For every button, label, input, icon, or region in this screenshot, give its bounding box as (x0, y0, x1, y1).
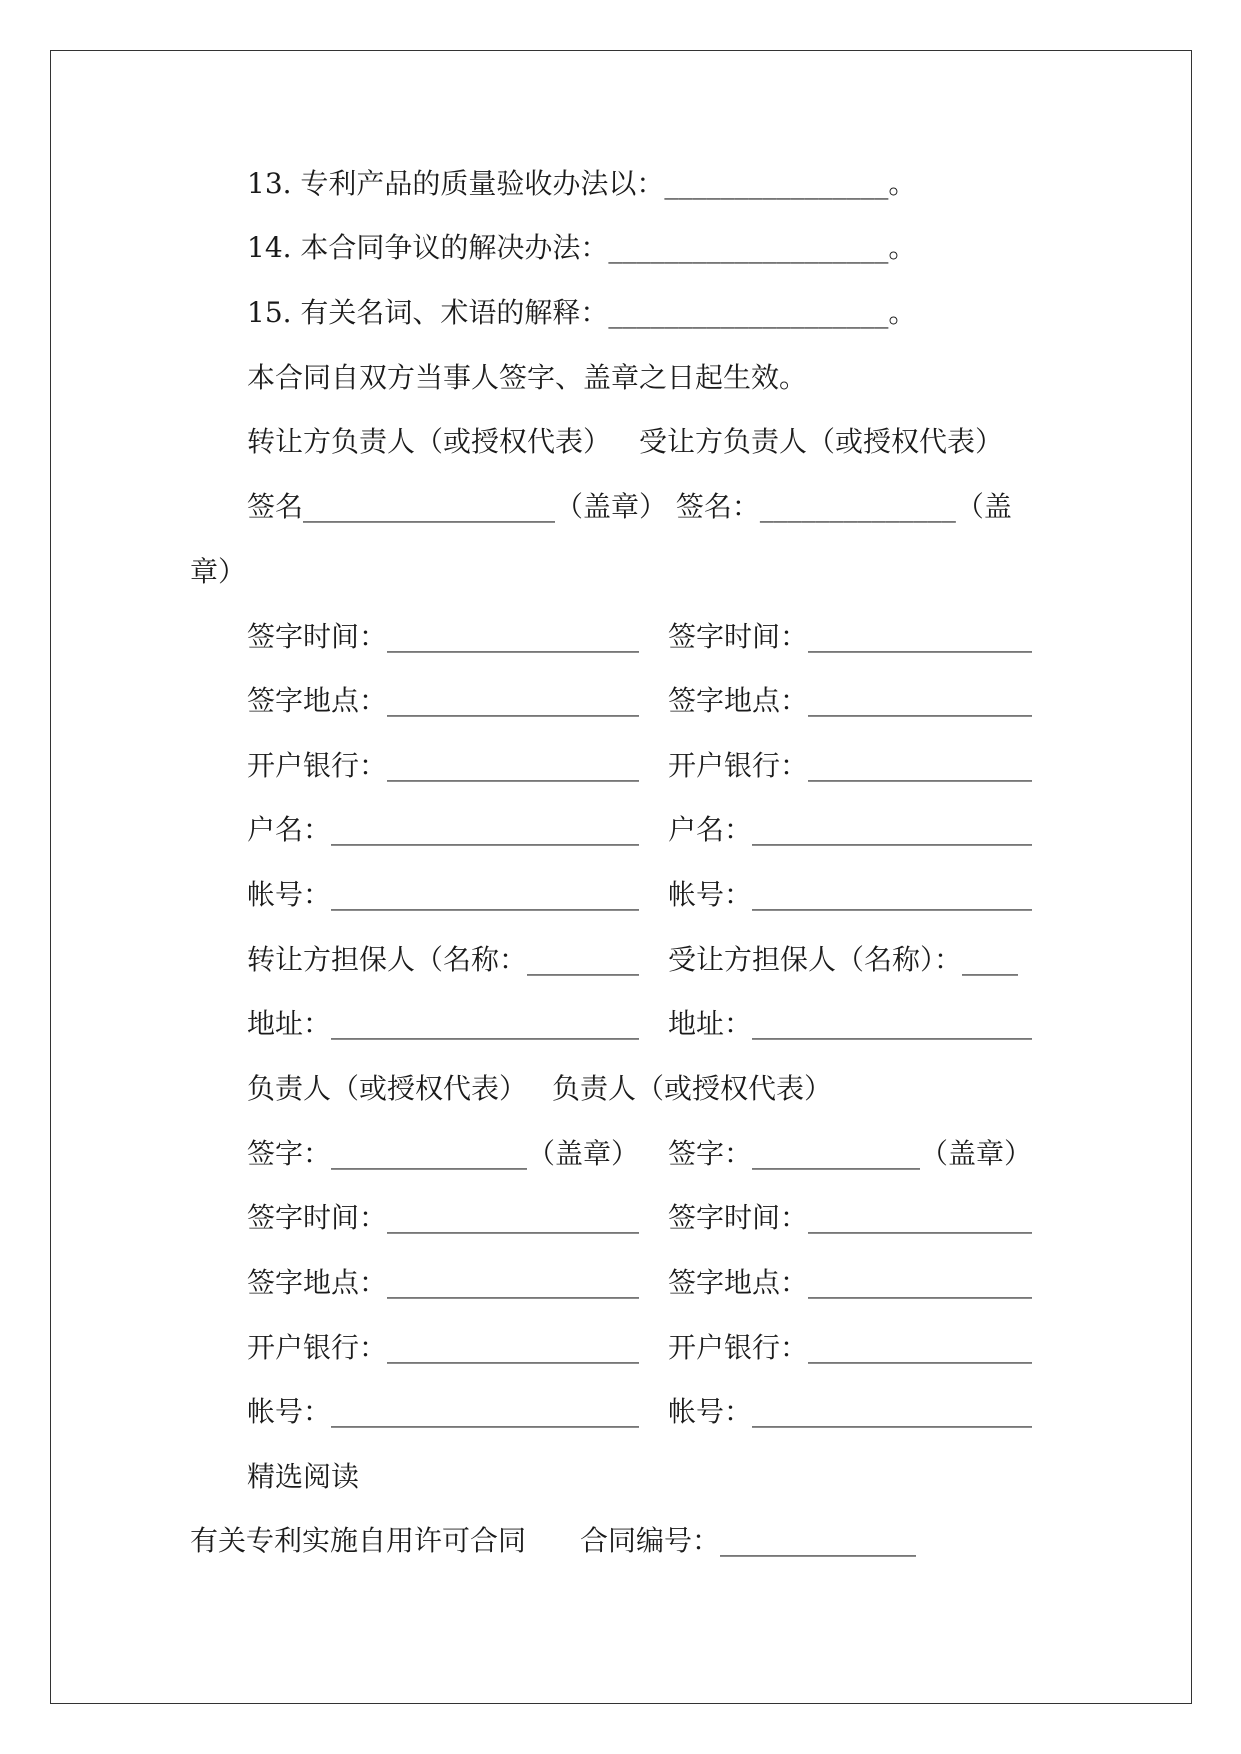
assignee-account-name: 户名：____________________ (668, 813, 1033, 846)
contract-number-field: 合同编号：______________ (580, 1524, 917, 1557)
guarantor-sign-time-right: 签字时间：________________ (668, 1201, 1033, 1234)
guarantor-account-right: 帐号：____________________ (668, 1395, 1033, 1428)
guarantor-account-left: 帐号：______________________ (247, 1395, 640, 1428)
assignee-guarantor-representative-label: 负责人（或授权代表） (552, 1072, 833, 1105)
assignor-guarantor-address: 地址：______________________ (247, 1007, 640, 1040)
clause-15: 15. 有关名词、术语的解释：____________________。 (247, 296, 917, 329)
assignor-account-number: 帐号：______________________ (247, 878, 640, 911)
assignee-account-number: 帐号：____________________ (668, 878, 1033, 911)
clause-13: 13. 专利产品的质量验收办法以：________________。 (247, 167, 917, 200)
guarantor-sign-time-left: 签字时间：__________________ (247, 1201, 640, 1234)
assignee-bank: 开户银行：________________ (668, 749, 1033, 782)
assignor-sign-time: 签字时间：__________________ (247, 620, 640, 653)
assignor-representative-label: 转让方负责人（或授权代表） (247, 425, 612, 458)
assignee-representative-label: 受让方负责人（或授权代表） (639, 425, 1004, 458)
guarantor-sign-place-left: 签字地点：__________________ (247, 1266, 640, 1299)
further-reading-label: 精选阅读 (247, 1460, 360, 1493)
guarantor-sign-place-right: 签字地点：________________ (668, 1266, 1033, 1299)
signature-line-wrap: 章） (190, 555, 247, 588)
assignee-sign-time: 签字时间：________________ (668, 620, 1033, 653)
guarantor-signature-left: 签字：______________（盖章） (247, 1137, 640, 1170)
guarantor-bank-right: 开户银行：________________ (668, 1331, 1033, 1364)
assignee-guarantor: 受让方担保人（名称）：____ (668, 943, 1019, 976)
effective-clause: 本合同自双方当事人签字、盖章之日起生效。 (247, 361, 808, 394)
assignor-account-name: 户名：______________________ (247, 813, 640, 846)
assignor-sign-place: 签字地点：__________________ (247, 684, 640, 717)
guarantor-bank-left: 开户银行：__________________ (247, 1331, 640, 1364)
assignor-guarantor: 转让方担保人（名称：________ (247, 943, 640, 976)
assignee-sign-place: 签字地点：________________ (668, 684, 1033, 717)
assignee-guarantor-address: 地址：____________________ (668, 1007, 1033, 1040)
clause-14: 14. 本合同争议的解决办法：____________________。 (247, 231, 917, 264)
next-contract-title: 有关专利实施自用许可合同 (190, 1524, 527, 1557)
assignor-guarantor-representative-label: 负责人（或授权代表） (247, 1072, 528, 1105)
guarantor-signature-right: 签字：____________（盖章） (668, 1137, 1033, 1170)
assignor-bank: 开户银行：__________________ (247, 749, 640, 782)
signature-line: 签名__________________（盖章） 签名：______________（盖 (247, 490, 1012, 523)
